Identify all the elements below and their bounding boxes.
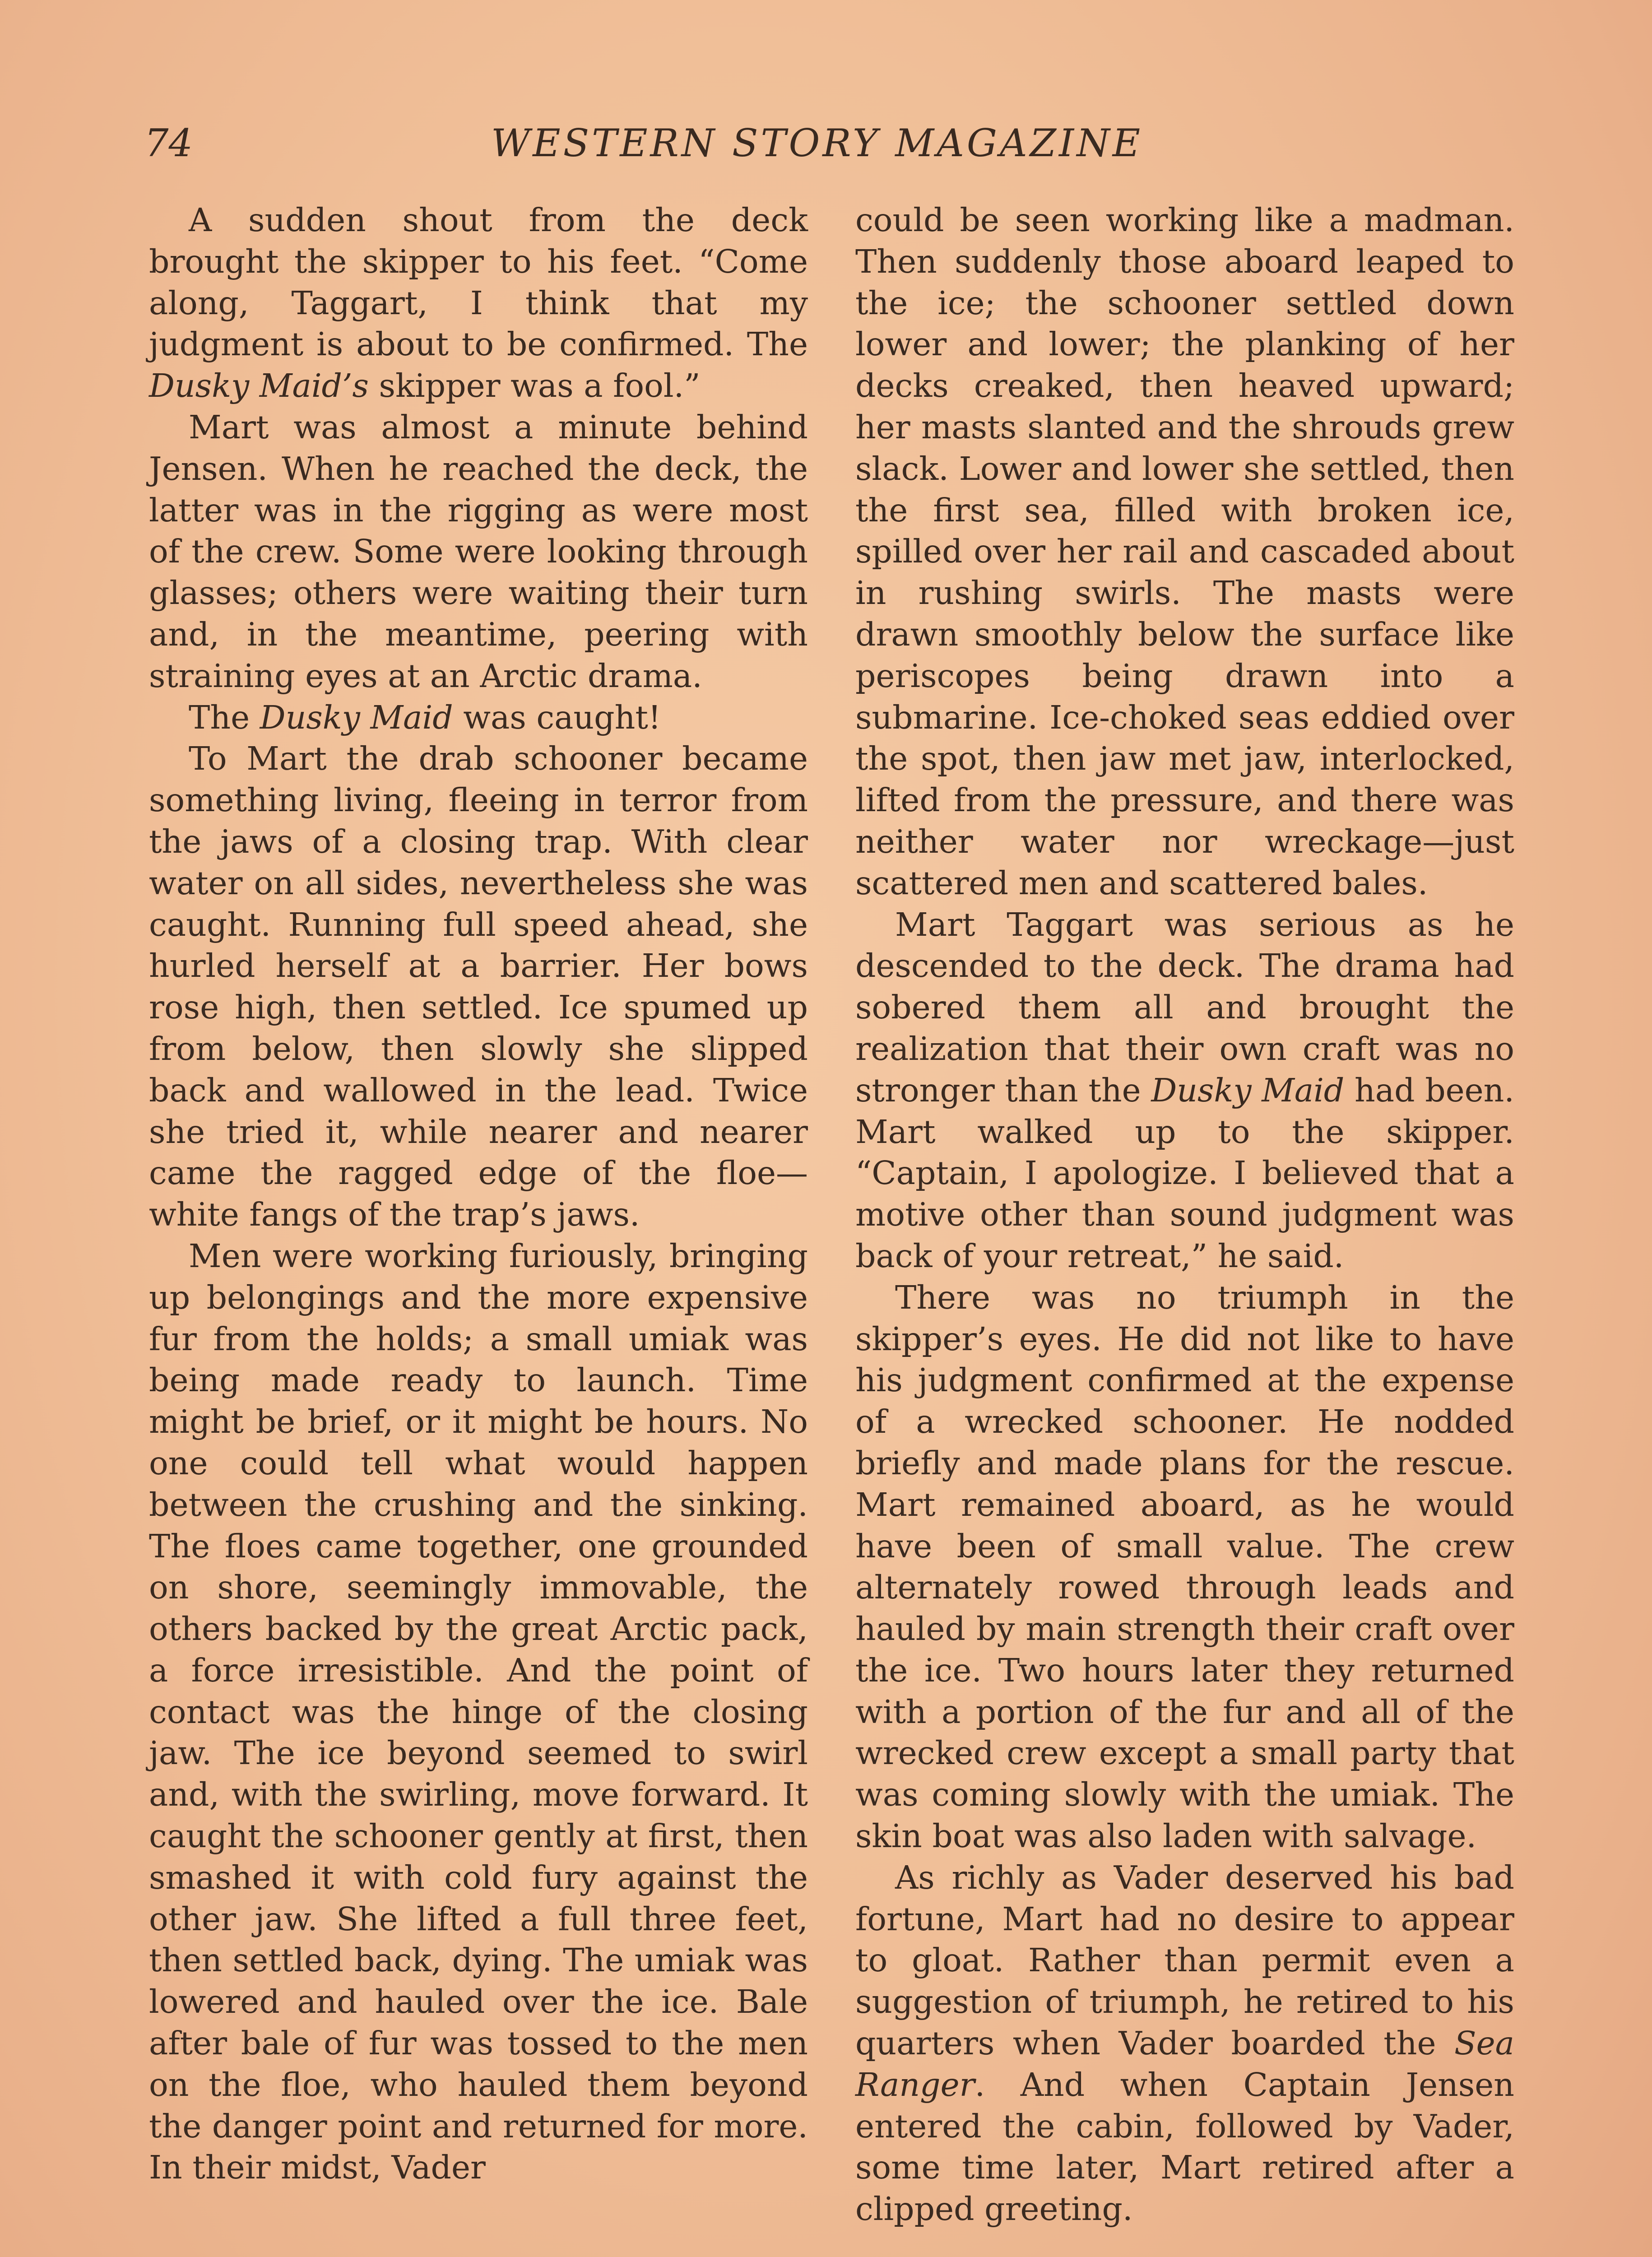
paragraph: As richly as Vader deserved his bad fortune, Mart had no desire to appear to gloat. Rather than permit even a suggestion of triumph, he retired to his quarters when Vader boarded the Sea Ranger. And when Captain Jensen entered the cabin, followed by Vader, some time later, Mart retired after a clipped greeting. [855,1858,1514,2228]
paragraph: A sudden shout from the deck brought the skipper to his feet. “Come along, Taggart, I think that my judgment is about to be confirmed. The Dusky Maid’s skipper was a fool.” [149,201,808,405]
paragraph: Men were working furiously, bringing up belongings and the more expensive fur from the holds; a small umiak was being made ready to launch. Time might be brief, or it might be hours. No one could tell what would happen between the crushing and the sinking. The floes came together, one grounded on shore, seemingly immovable, the others backed by the great Arctic pack, a force irresistible. And the point of contact was the hinge of the closing jaw. The ice beyond seemed to swirl and, with the swirling, move forward. It caught the schooner gently at first, then smashed it with cold fury against the other jaw. She lifted a full three feet, then settled back, dying. The umiak was lowered and hauled over the ice. Bale after bale of fur was tossed to the men on the floe, who hauled them beyond the danger point and returned for more. In their midst, Vader [149,1237,808,2187]
magazine-title: WESTERN STORY MAGAZINE [491,121,1143,165]
page-header [144,118,1490,168]
paragraph: There was no triumph in the skipper’s eyes. He did not like to have his judgment confirmed at the expense of a wrecked schooner. He nodded briefly and made plans for the rescue. Mart remained aboard, as he would have been of small value. The crew alternately rowed through leads and hauled by main strength their craft over the ice. Two hours later they returned with a portion of the fur and all of the wrecked crew except a small party that was coming slowly with the umiak. The skin boat was also laden with salvage. [855,1278,1514,1855]
paragraph: Mart was almost a minute behind Jensen. When he reached the deck, the latter was in the rigging as were most of the crew. Some were looking through glasses; others were waiting their turn and, in the meantime, peering with straining eyes at an Arctic drama. [149,408,808,695]
paragraph-continuation: could be seen working like a madman. Then suddenly those aboard leaped to the ice; the schooner settled down lower and lower; the planking of her decks creaked, then heaved upward; her masts slanted and the shrouds grew slack. Lower and lower she settled, then the first sea, filled with broken ice, spilled over her rail and cascaded about in rushing swirls. The masts were drawn smoothly below the surface like periscopes being drawn into a submarine. Ice-choked seas eddied over the spot, then jaw met jaw, interlocked, lifted from the pressure, and there was neither water nor wreckage—just scattered men and scattered bales. [855,201,1514,902]
right-column [855,200,1514,2230]
paragraph: Mart Taggart was serious as he descended to the deck. The drama had sobered them all and brought the realization that their own craft was no stronger than the Dusky Maid had been. Mart walked up to the skipper. “Captain, I apologize. I believed that a motive other than sound judgment was back of your retreat,” he said. [855,906,1514,1275]
paragraph: To Mart the drab schooner became something living, fleeing in terror from the jaws of a closing trap. With clear water on all sides, nevertheless she was caught. Running full speed ahead, she hurled herself at a barrier. Her bows rose high, then settled. Ice spumed up from below, then slowly she slipped back and wallowed in the lead. Twice she tried it, while nearer and nearer came the ragged edge of the floe—white fangs of the trap’s jaws. [149,740,808,1234]
left-column [149,200,808,2188]
paragraph: The Dusky Maid was caught! [189,698,661,736]
page-number: 74 [144,121,193,165]
